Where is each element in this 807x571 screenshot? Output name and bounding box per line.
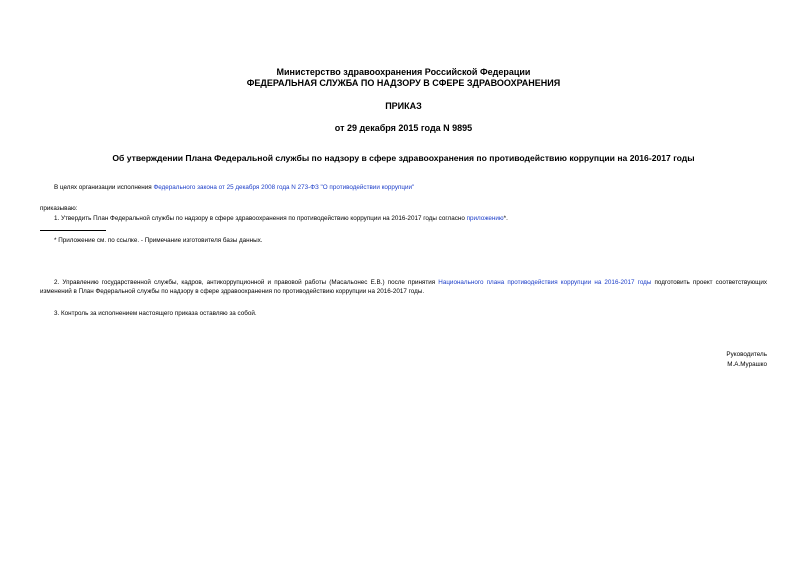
document-title: Об утверждении Плана Федеральной службы по надзору в сфере здравоохранения по противодействию коррупции на 2016-2017 годы xyxy=(112,153,695,163)
item-2-text: 2. Управлению государственной службы, кадров, антикоррупционной и правовой работы (Масальонес Е.В.) после принятия xyxy=(54,279,439,286)
item-1-text: 1. Утвердить План Федеральной службы по надзору в сфере здравоохранения по противодействию коррупции на 2016-2017 годы согласно xyxy=(54,215,467,222)
preamble-text: В целях организации исполнения xyxy=(54,184,154,191)
item-1-tail: *. xyxy=(503,215,508,222)
service-name: ФЕДЕРАЛЬНАЯ СЛУЖБА ПО НАДЗОРУ В СФЕРЕ ЗДРАВООХРАНЕНИЯ xyxy=(246,78,561,88)
footnote: * Приложение см. по ссылке. - Примечание изготовителя базы данных. xyxy=(54,237,263,244)
order-word: приказываю: xyxy=(40,205,78,212)
item-2-tail: подготовить проект соответствующих изменений в План Федеральной службы по надзору в сфере здравоохранения по противодействию коррупции на 2016-2017 годы. xyxy=(40,279,767,295)
appendix-link[interactable]: приложению xyxy=(466,215,504,222)
signatory-name: М.А.Мурашко xyxy=(727,361,767,368)
national-plan-link[interactable]: Национального плана противодействия коррупции на 2016-2017 годы xyxy=(438,279,652,286)
document-date: от 29 декабря 2015 года N 9895 xyxy=(334,123,473,133)
footnote-divider xyxy=(40,230,106,231)
item-1-paragraph xyxy=(40,214,767,223)
preamble-paragraph xyxy=(40,183,767,192)
document-type: ПРИКАЗ xyxy=(385,101,422,111)
signatory-position: Руководитель xyxy=(726,351,767,358)
federal-law-link[interactable]: Федерального закона от 25 декабря 2008 года N 273-ФЗ "О противодействии коррупции" xyxy=(153,184,415,191)
item-3-paragraph: 3. Контроль за исполнением настоящего приказа оставляю за собой. xyxy=(54,310,257,317)
item-2-paragraph xyxy=(40,278,767,296)
ministry-name: Министерство здравоохранения Российской Федерации xyxy=(276,67,531,77)
